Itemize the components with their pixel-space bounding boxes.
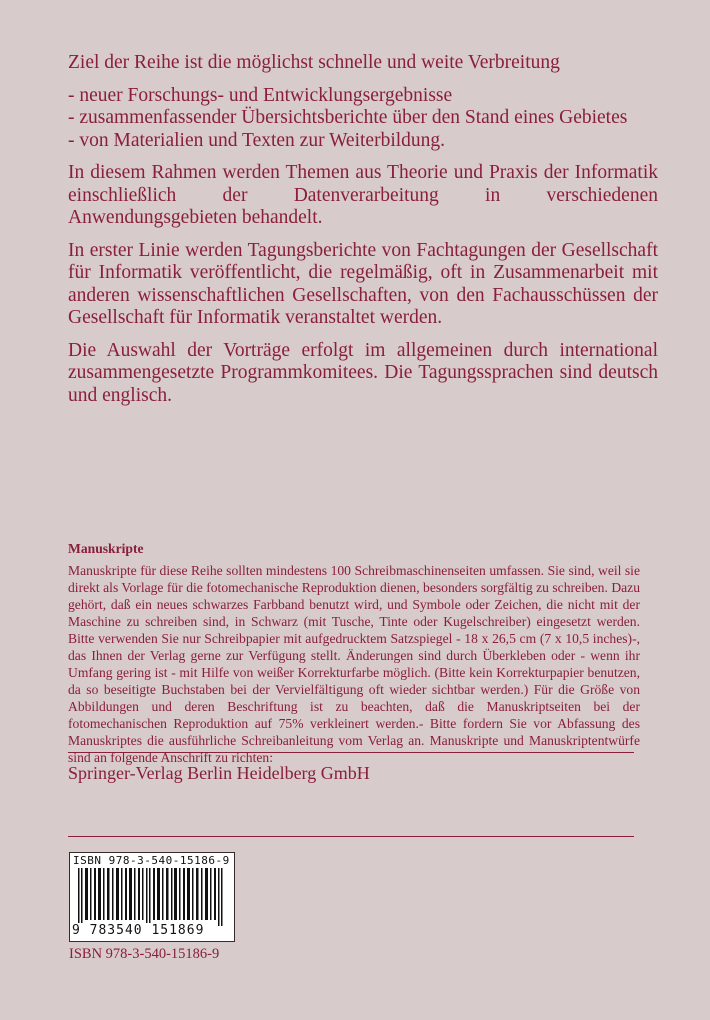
intro-paragraph-proceedings: In erster Linie werden Tagungsberichte von Fachtagungen der Gesellschaft für Informatik veröffentlicht, die regelmäßig, oft in Zusammenarbeit mit anderen wissenschaftlichen Gesellschaften, von den Fachausschüssen der Gesellschaft für Informatik veranstaltet werden. — [68, 239, 658, 328]
manuscript-heading: Manuskripte — [68, 541, 144, 556]
intro-paragraph-topics: In diesem Rahmen werden Themen aus Theorie und Praxis der Informatik einschließlich der Datenverarbeitung in verschiedenen Anwendungsgebieten behandelt. — [68, 162, 658, 228]
publisher-address: Springer-Verlag Berlin Heidelberg GmbH — [68, 763, 370, 783]
goal-item: - zusammenfassender Übersichtsberichte über den Stand eines Gebietes — [68, 107, 628, 128]
intro-paragraph-selection: Die Auswahl der Vorträge erfolgt im allgemeinen durch international zusammengesetzte Programmkomitees. Die Tagungssprachen sind deutsch und englisch. — [68, 339, 658, 406]
manuscript-section — [68, 540, 640, 766]
intro-lead: Ziel der Reihe ist die möglichst schnelle und weite Verbreitung — [68, 52, 560, 73]
barcode-digits: 9 783540 151869 — [72, 923, 205, 938]
divider-top — [68, 752, 634, 753]
barcode-bars — [76, 868, 226, 926]
manuscript-instructions: Manuskripte für diese Reihe sollten mindestens 100 Schreibmaschinenseiten umfassen. Sie sind, weil sie direkt als Vorlage für die fotomechanische Reproduktion dienen, besonders sorgfältig zu schreiben. Dazu gehört, daß ein neues schwarzes Farbband benutzt wird, und Symbole oder Zeichen, die nicht mit der Maschine zu schreiben sind, in Schwarz (mit Tusche, Tinte oder Kugelschreiber) eingesetzt werden. Bitte verwenden Sie nur Schreibpapier mit aufgedrucktem Satzspiegel - 18 x 26,5 cm (7 x 10,5 inches)-, das Ihnen der Verlag gerne zur Verfügung stellt. Änderungen sind durch Überkleben oder - wenn ihr Umfang gering ist - mit Hilfe von weißer Korrekturfarbe möglich. (Bitte kein Korrekturpapier benutzen, da so beseitigte Buchstaben bei der Vervielfältigung oft wieder sichtbar werden.) Für die Größe von Abbildungen und deren Beschriftung ist zu beachten, daß die Manuskriptseiten bei der fotomechanischen Reproduktion auf 75% verkleinert werden.- Bitte fordern Sie vor Abfassung des Manuskriptes die ausführliche Schreibanleitung vom Verlag an. Manuskripte und Manuskriptentwürfe sind an folgende Anschrift zu richten: — [68, 563, 640, 765]
divider-bottom — [68, 836, 634, 837]
goal-list — [68, 85, 658, 153]
isbn-text: ISBN 978-3-540-15186-9 — [69, 946, 220, 962]
barcode — [69, 852, 235, 942]
goal-item: - von Materialien und Texten zur Weiterbildung. — [68, 129, 446, 151]
series-description — [68, 52, 658, 417]
barcode-isbn-label: ISBN 978-3-540-15186-9 — [73, 854, 230, 867]
goal-item: - neuer Forschungs- und Entwicklungsergebnisse — [68, 84, 453, 106]
